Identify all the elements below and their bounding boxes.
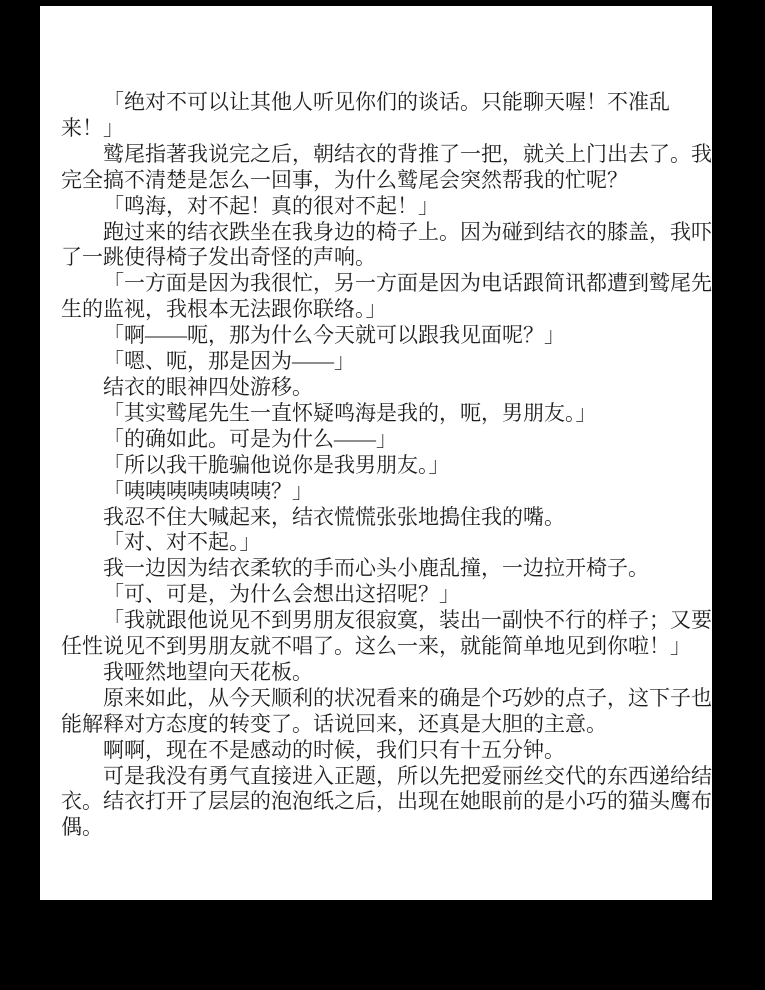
text-line: 可是我没有勇气直接进入正题，所以先把爱丽丝交代的东西递给结 [103,763,712,788]
text-line: 「啊――呃，那为什么今天就可以跟我见面呢？」 [103,323,565,348]
text-line: 「所以我干脆骗他说你是我男朋友。」 [103,452,450,477]
text-line: 「一方面是因为我很忙，另一方面是因为电话跟简讯都遭到鹫尾先 [103,271,712,296]
text-line: 「我就跟他说见不到男朋友很寂寞，装出一副快不行的样子；又要 [103,608,712,633]
text-line: 「可、可是，为什么会想出这招呢？」 [103,582,460,607]
text-line: 我忍不住大喊起来，结衣慌慌张张地搗住我的嘴。 [103,504,565,529]
text-line: 结衣的眼神四处游移。 [103,374,313,399]
text-line: 「的确如此。可是为什么――」 [103,426,397,451]
book-page [40,6,712,900]
text-line: 完全搞不清楚是怎么一回事，为什么鹫尾会突然帮我的忙呢？ [61,167,628,192]
text-line: 「对、对不起。」 [103,530,261,555]
text-line: 来！」 [61,115,124,140]
text-line: 原来如此，从今天顺利的状况看来的确是个巧妙的点子，这下子也 [103,685,712,710]
text-line: 「绝对不可以让其他人听见你们的谈话。只能聊天喔！不准乱 [103,90,670,114]
text-line: 偶。 [61,815,103,840]
text-line: 能解释对方态度的转变了。话说回来，还真是大胆的主意。 [61,711,607,736]
text-line: 跑过来的结衣跌坐在我身边的椅子上。因为碰到结衣的膝盖，我吓 [103,219,712,244]
text-line: 衣。结衣打开了层层的泡泡纸之后，出现在她眼前的是小巧的猫头鹰布 [61,789,712,814]
text-line: 「其实鹫尾先生一直怀疑鸣海是我的，呃，男朋友。」 [103,400,597,425]
text-line: 了一跳使得椅子发出奇怪的声响。 [61,245,376,270]
text-lines [61,90,712,841]
text-line: 生的监视，我根本无法跟你联络。」 [61,297,387,322]
text-line: 「嗯、呃，那是因为――」 [103,349,355,374]
text-line: 啊啊，现在不是感动的时候，我们只有十五分钟。 [103,737,565,762]
text-line: 任性说见不到男朋友就不唱了。这么一来，就能简单地见到你啦！」 [61,634,691,659]
text-line: 鹫尾指著我说完之后，朝结衣的背推了一把，就关上门出去了。我 [103,141,712,166]
text-line: 我一边因为结衣柔软的手而心头小鹿乱撞，一边拉开椅子。 [103,556,649,581]
text-line: 「咦咦咦咦咦咦咦？」 [103,478,313,503]
text-line: 我哑然地望向天花板。 [103,659,313,684]
text-line: 「鸣海，对不起！真的很对不起！」 [103,193,439,218]
